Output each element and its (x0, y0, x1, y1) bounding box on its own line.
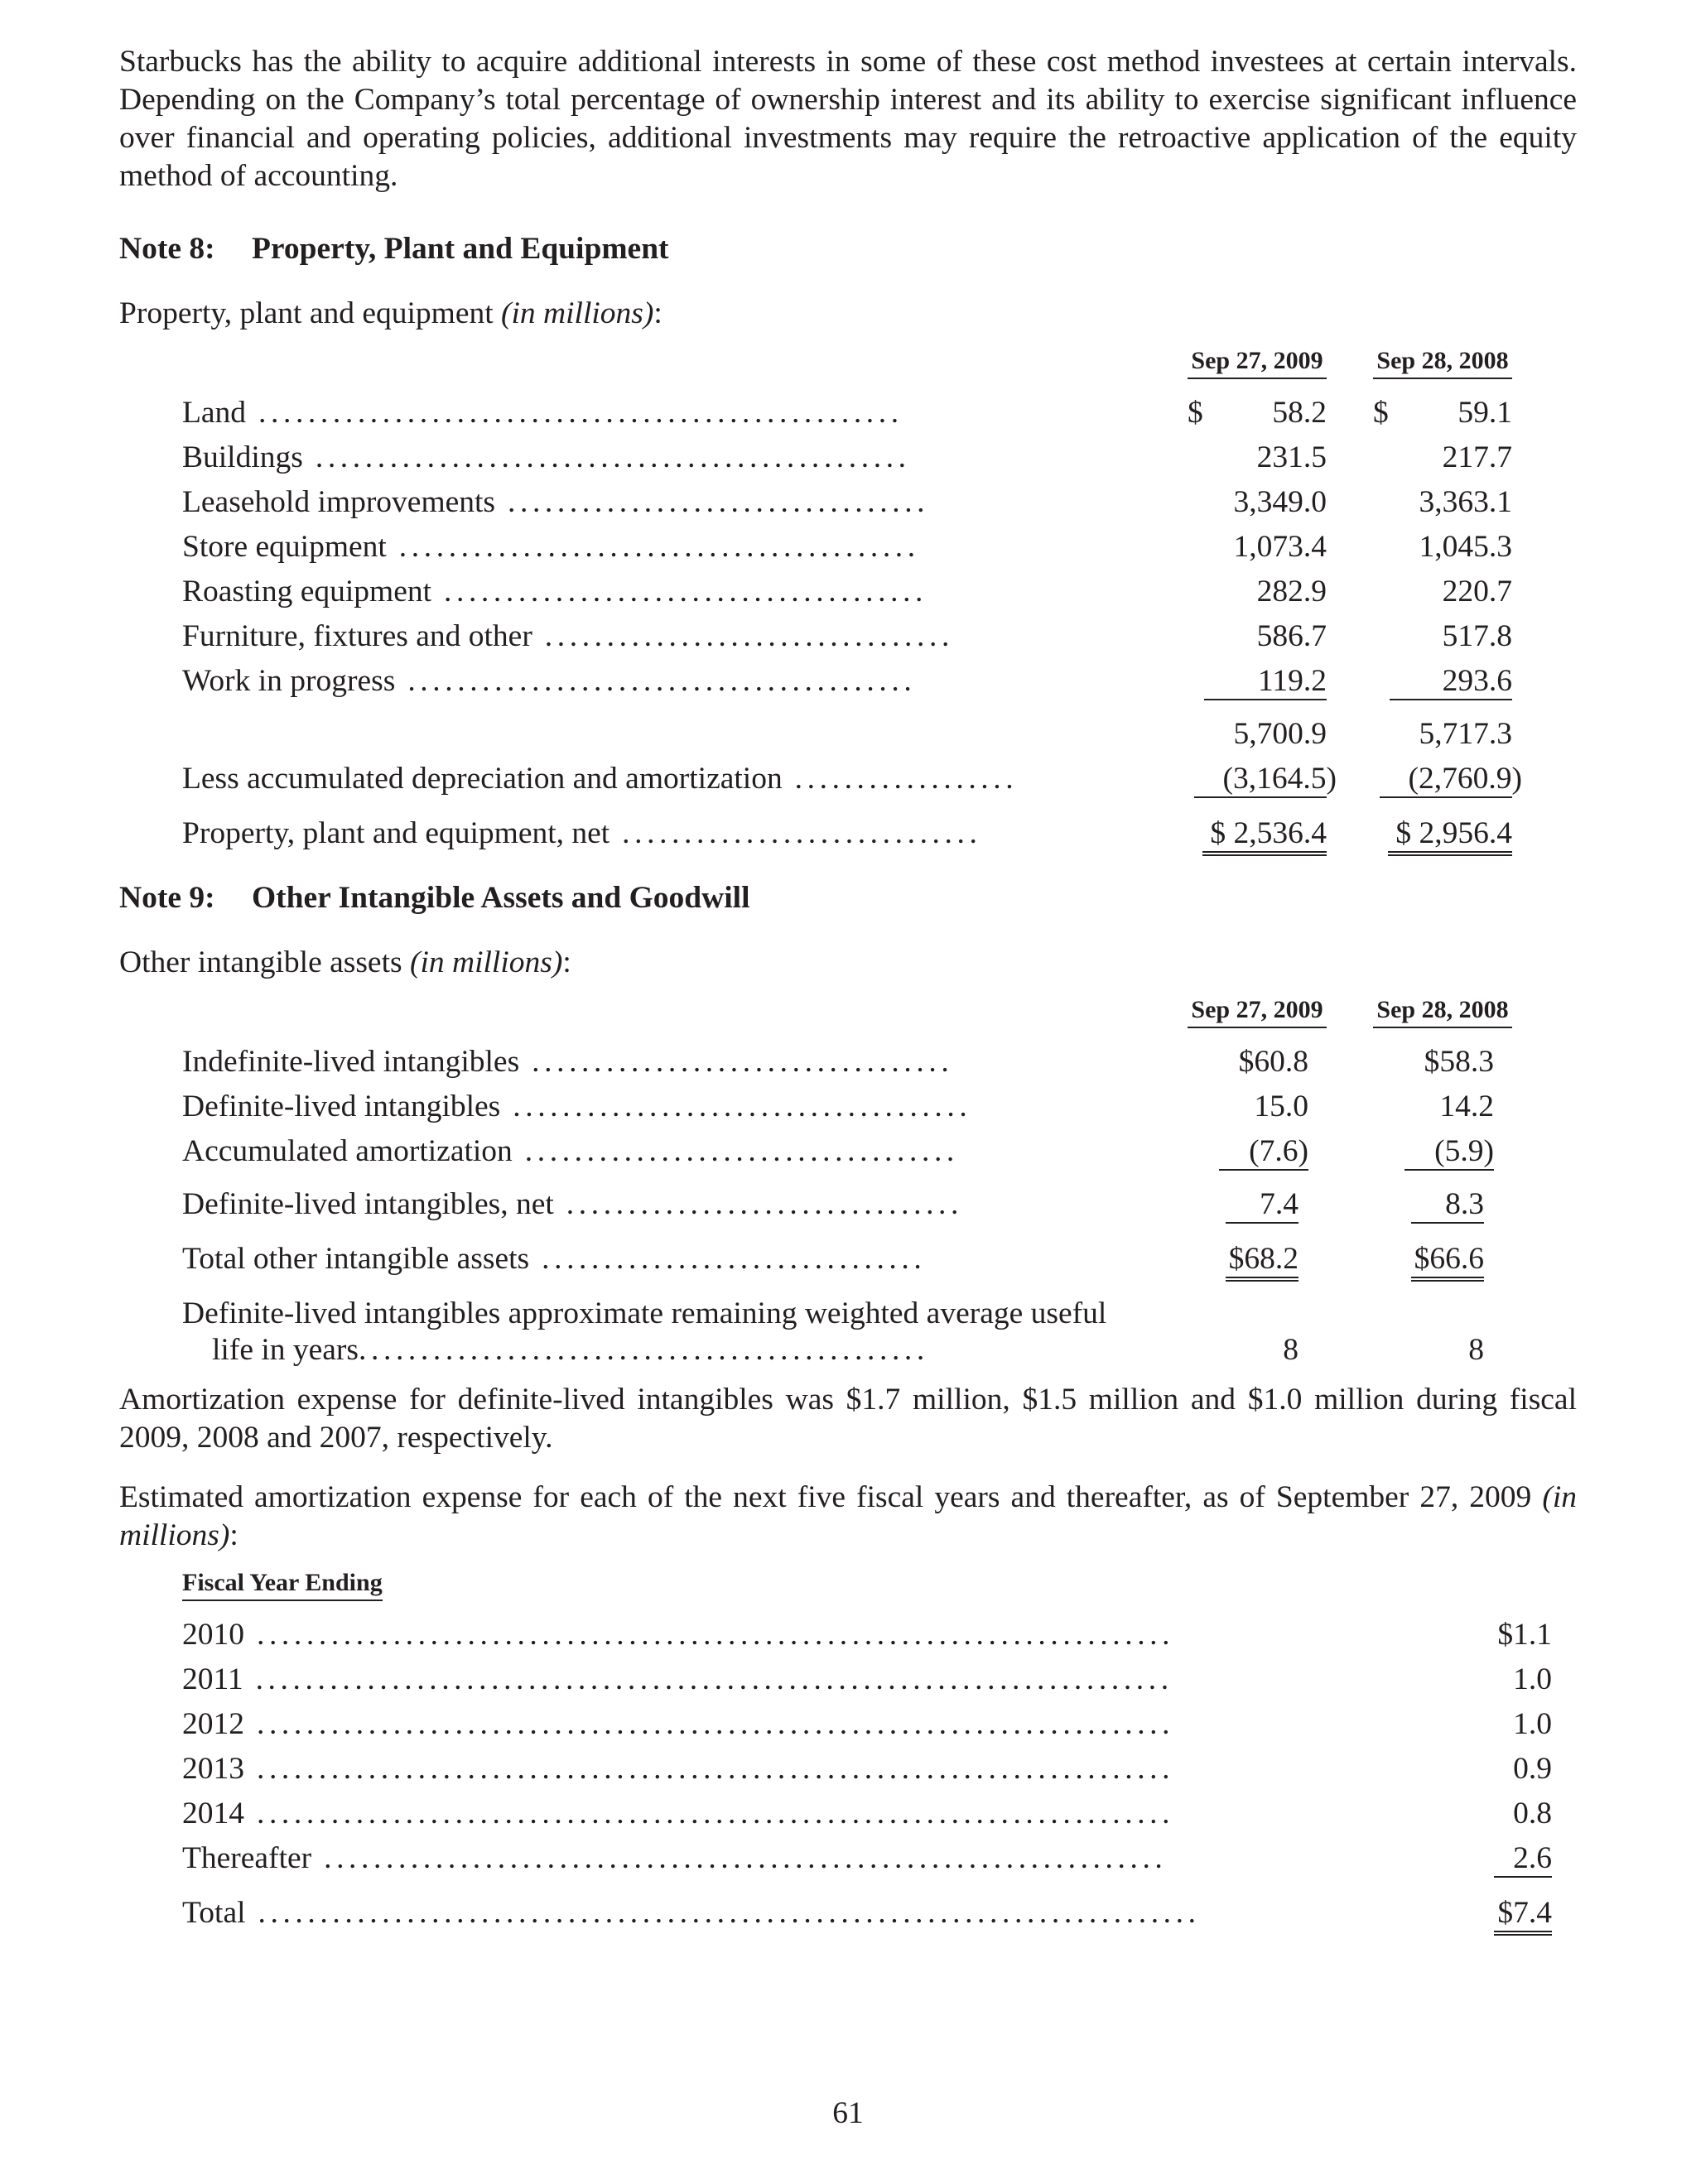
cell-value: 217.7 (1442, 440, 1512, 474)
leader-dots: ................................. (532, 619, 954, 653)
fiscal-total-label (182, 1891, 1549, 1936)
double-underline (1388, 851, 1512, 856)
fiscal-year-value (1494, 1836, 1552, 1881)
leader-dots: ............................................................................ (245, 1896, 1201, 1930)
cell-value: 119.2 (1258, 664, 1327, 698)
cell-value: $1.1 (1497, 1618, 1552, 1652)
ppe-subtotal-2008 (1373, 712, 1512, 757)
note8-number: Note 8: (119, 232, 215, 266)
intangibles-net-2009 (1188, 1182, 1327, 1227)
fiscal-year-label (182, 1747, 1549, 1792)
ppe-value-2009 (1188, 659, 1327, 704)
note8-title: Property, Plant and Equipment (252, 232, 669, 266)
leader-dots: .......................................................................... (244, 1707, 1175, 1741)
single-underline (1380, 796, 1512, 798)
intangibles-life-row (119, 1296, 1577, 1373)
estimated-paragraph-colon: : (229, 1518, 238, 1552)
ppe-row-label (182, 391, 1284, 435)
fiscal-year-label (182, 1836, 1549, 1881)
leader-dots: ......................................... (395, 664, 917, 698)
fiscal-total-row (119, 1891, 1577, 1936)
note8-intro-text: Property, plant and equipment (119, 296, 502, 330)
cell-value: 293.6 (1442, 664, 1512, 698)
fiscal-year-row (119, 1702, 1577, 1747)
note8-heading (119, 230, 1577, 268)
cell-value: 14.2 (1439, 1090, 1494, 1123)
ppe-value-2009 (1188, 614, 1327, 659)
intangibles-value-2009 (1188, 1040, 1327, 1085)
ppe-subtotal-2009 (1188, 712, 1327, 757)
cell-value: 5,717.3 (1419, 717, 1512, 751)
row-label-text: 2012 (182, 1707, 244, 1741)
leader-dots: .......................................................................... (244, 1618, 1175, 1652)
fiscal-year-header: Fiscal Year Ending (182, 1568, 383, 1601)
row-label-text: Definite-lived intangibles (182, 1090, 501, 1123)
fiscal-year-rows (119, 1613, 1577, 1936)
ppe-row (119, 614, 1577, 659)
single-underline (1390, 699, 1512, 700)
ppe-value-2009 (1188, 570, 1327, 614)
leader-dots: ................................ (553, 1187, 964, 1221)
leader-dots: .......................................................................... (243, 1662, 1173, 1696)
ppe-row (119, 435, 1577, 480)
cell-value: $ 2,956.4 (1395, 816, 1512, 850)
note9-intro-unit: (in millions) (409, 945, 563, 979)
intangibles-row-label (182, 1129, 1284, 1174)
intangibles-total-label (182, 1237, 1284, 1282)
ppe-net-2009 (1188, 811, 1327, 856)
leader-dots: .......................................... (386, 530, 920, 564)
cell-value: 8.3 (1445, 1187, 1484, 1221)
fiscal-year-row (119, 1792, 1577, 1836)
leader-dots: .............................................. (359, 1333, 929, 1367)
single-underline (1411, 1222, 1484, 1224)
single-underline (1226, 1222, 1298, 1224)
single-underline (1404, 1169, 1494, 1171)
cell-value: 15.0 (1254, 1090, 1308, 1123)
cell-value: 59.1 (1458, 396, 1512, 430)
cell-value: 517.8 (1442, 619, 1512, 653)
cell-value: $58.3 (1424, 1045, 1494, 1079)
double-underline (1226, 1277, 1298, 1282)
ppe-value-2009 (1188, 480, 1327, 525)
ppe-row-label (182, 435, 1284, 480)
fiscal-year-value (1494, 1702, 1552, 1747)
cell-value: 1.0 (1513, 1707, 1552, 1741)
page-number: 61 (832, 2096, 864, 2130)
row-label-text: Roasting equipment (182, 575, 432, 609)
row-label-text: Indefinite-lived intangibles (182, 1045, 520, 1079)
ppe-depreciation-2008 (1373, 757, 1522, 801)
fiscal-year-table (119, 1563, 1577, 1952)
ppe-depreciation-row (119, 757, 1577, 801)
intangibles-total-2008 (1373, 1237, 1512, 1282)
fiscal-year-label (182, 1792, 1549, 1836)
row-label-text: Definite-lived intangibles, net (182, 1187, 554, 1221)
cell-value: (3,164.5) (1222, 762, 1337, 796)
cell-value: 8 (1468, 1333, 1484, 1367)
estimated-paragraph-text: Estimated amortization expense for each of the next five fiscal years and thereafter, as of September 27, 2009 (119, 1480, 1543, 1514)
ppe-depreciation-label (182, 757, 1284, 801)
note9-title: Other Intangible Assets and Goodwill (252, 881, 750, 915)
intangibles-total-2009 (1188, 1237, 1327, 1282)
row-label-text: Total (182, 1896, 246, 1930)
cell-value: 0.9 (1513, 1752, 1552, 1786)
cell-value: 1,073.4 (1233, 530, 1327, 564)
fiscal-year-value (1494, 1613, 1552, 1657)
ppe-col-header-2008: Sep 28, 2008 (1373, 346, 1512, 379)
ppe-value-2008 (1373, 391, 1512, 435)
ppe-value-2008 (1373, 480, 1512, 525)
cell-value: (2,760.9) (1408, 762, 1522, 796)
note9-number: Note 9: (119, 881, 215, 915)
ppe-value-2008 (1373, 525, 1512, 570)
intangibles-life-label-line2 (212, 1331, 1284, 1369)
ppe-net-2008 (1373, 811, 1512, 856)
leader-dots: ................................... (512, 1134, 959, 1168)
intangibles-total-row (119, 1237, 1577, 1282)
cell-value: 7.4 (1260, 1187, 1298, 1221)
row-label-text: Work in progress (182, 664, 396, 698)
cell-value: (7.6) (1249, 1134, 1308, 1168)
intangibles-row (119, 1040, 1577, 1085)
leader-dots: ..................................... (500, 1090, 972, 1123)
row-label-text: Accumulated amortization (182, 1134, 513, 1168)
note9-table-intro (119, 944, 1577, 982)
estimated-paragraph-unit: (in millions) (119, 1480, 1577, 1552)
ppe-net-row (119, 811, 1577, 856)
note9-intro-text: Other intangible assets (119, 945, 410, 979)
estimated-paragraph (119, 1479, 1577, 1555)
intro-paragraph: Starbucks has the ability to acquire additional interests in some of these cost method investees at certain intervals. Depending on the Company’s total percentage of ownership interest and its ability to exercise significant influence over financial and operating policies, additional investments may require the retroactive application of the equity method of accounting. (119, 45, 1577, 193)
intangibles-value-2009 (1188, 1129, 1327, 1174)
cell-value: 8 (1283, 1333, 1298, 1367)
cell-value: 220.7 (1442, 575, 1512, 609)
fiscal-total-value (1494, 1891, 1552, 1936)
row-label-text: Furniture, fixtures and other (182, 619, 532, 653)
row-label-text: Less accumulated depreciation and amortization (182, 762, 783, 796)
intangibles-row (119, 1129, 1577, 1174)
cell-value: $68.2 (1228, 1242, 1298, 1276)
leader-dots: ................................................ (302, 440, 911, 474)
ppe-value-2009 (1188, 435, 1327, 480)
intangibles-life-2008 (1373, 1328, 1512, 1373)
intangibles-value-2008 (1373, 1129, 1512, 1174)
ppe-value-2009 (1188, 525, 1327, 570)
fiscal-year-row (119, 1657, 1577, 1702)
double-underline (1202, 851, 1327, 856)
ppe-row (119, 570, 1577, 614)
row-label-text: Property, plant and equipment, net (182, 816, 610, 850)
intangibles-col-header-2009: Sep 27, 2009 (1188, 995, 1327, 1028)
currency-symbol: $ (1373, 396, 1389, 430)
leader-dots: .................................................................... (311, 1841, 1168, 1875)
cell-value: $60.8 (1238, 1045, 1308, 1079)
single-underline (1194, 796, 1327, 798)
single-underline (1204, 699, 1327, 700)
leader-dots: ............................. (610, 816, 982, 850)
row-label-text: Land (182, 396, 247, 430)
single-underline (1494, 1876, 1552, 1878)
cell-value: $66.6 (1414, 1242, 1484, 1276)
intangibles-row (119, 1085, 1577, 1129)
note8-intro-colon: : (653, 296, 662, 330)
intangibles-table (119, 990, 1577, 1381)
row-label-text: 2011 (182, 1662, 243, 1696)
note8-table-intro (119, 295, 1577, 333)
row-label-text: Store equipment (182, 530, 387, 564)
intangibles-col-header-2008: Sep 28, 2008 (1373, 995, 1512, 1028)
ppe-value-2008 (1373, 614, 1512, 659)
ppe-value-2009 (1188, 391, 1327, 435)
fiscal-year-label (182, 1613, 1549, 1657)
ppe-value-2008 (1373, 570, 1512, 614)
intangibles-net-label (182, 1182, 1284, 1227)
intangibles-life-2009 (1188, 1328, 1327, 1373)
ppe-value-2008 (1373, 435, 1512, 480)
ppe-row-label (182, 525, 1284, 570)
ppe-col-header-2009: Sep 27, 2009 (1188, 346, 1327, 379)
ppe-row (119, 391, 1577, 435)
intangibles-net-row (119, 1182, 1577, 1227)
ppe-row (119, 480, 1577, 525)
double-underline (1494, 1931, 1552, 1936)
note9-intro-colon: : (562, 945, 571, 979)
leader-dots: .................................................... (246, 396, 903, 430)
ppe-row-label (182, 659, 1284, 704)
intangibles-value-2008 (1373, 1085, 1512, 1129)
ppe-row (119, 525, 1577, 570)
intangibles-row-label (182, 1040, 1284, 1085)
cell-value: 3,363.1 (1419, 485, 1512, 519)
double-underline (1411, 1277, 1484, 1282)
fiscal-year-row (119, 1747, 1577, 1792)
cell-value: 231.5 (1256, 440, 1327, 474)
ppe-depreciation-2009 (1188, 757, 1337, 801)
fiscal-year-value (1494, 1747, 1552, 1792)
intangibles-value-2008 (1373, 1040, 1512, 1085)
note9-heading (119, 879, 1577, 917)
row-label-text: 2013 (182, 1752, 244, 1786)
ppe-row (119, 659, 1577, 704)
leader-dots: .................................. (519, 1045, 954, 1079)
row-label-text: Buildings (182, 440, 303, 474)
cell-value: $ 2,536.4 (1210, 816, 1327, 850)
row-label-text: Thereafter (182, 1841, 312, 1875)
leader-dots: .......................................................................... (244, 1797, 1175, 1830)
intangibles-value-2009 (1188, 1085, 1327, 1129)
ppe-row-label (182, 570, 1284, 614)
ppe-rows (119, 391, 1577, 856)
single-underline (1219, 1169, 1308, 1171)
cell-value: 5,700.9 (1233, 717, 1327, 751)
cell-value: (5.9) (1434, 1134, 1494, 1168)
cell-value: 3,349.0 (1233, 485, 1327, 519)
row-label-text: 2010 (182, 1618, 244, 1652)
intangibles-net-2008 (1373, 1182, 1512, 1227)
fiscal-year-row (119, 1613, 1577, 1657)
ppe-row-label (182, 614, 1284, 659)
cell-value: 58.2 (1272, 396, 1327, 430)
cell-value: 586.7 (1256, 619, 1327, 653)
fiscal-year-label (182, 1702, 1549, 1747)
cell-value: 0.8 (1513, 1797, 1552, 1830)
fiscal-year-value (1494, 1792, 1552, 1836)
cell-value: 1.0 (1513, 1662, 1552, 1696)
fiscal-year-label (182, 1657, 1549, 1702)
leader-dots: .......................................................................... (244, 1752, 1175, 1786)
leader-dots: .................................. (495, 485, 930, 519)
cell-value: 1,045.3 (1419, 530, 1512, 564)
fiscal-year-value (1494, 1657, 1552, 1702)
ppe-net-label (182, 811, 1284, 856)
currency-symbol: $ (1188, 396, 1203, 430)
intangibles-row-label (182, 1085, 1284, 1129)
leader-dots: ............................... (529, 1242, 927, 1276)
cell-value: 2.6 (1513, 1841, 1552, 1875)
leader-dots: ....................................... (431, 575, 928, 609)
note8-intro-unit: (in millions) (501, 296, 654, 330)
row-label-text: 2014 (182, 1797, 244, 1830)
cell-value: $7.4 (1497, 1896, 1552, 1930)
amortization-paragraph: Amortization expense for definite-lived intangibles was $1.7 million, $1.5 million and $1.0 million during fiscal 2009, 2008 and 2007, respectively. (119, 1383, 1577, 1455)
intangibles-rows (119, 1040, 1577, 1373)
row-label-text: life in years (212, 1333, 359, 1367)
row-label-text: Leasehold improvements (182, 485, 496, 519)
leader-dots: .................. (782, 762, 1019, 796)
cell-value: 282.9 (1256, 575, 1327, 609)
intangibles-life-label-line1: Definite-lived intangibles approximate remaining weighted average useful (182, 1296, 1107, 1330)
row-label-text: Total other intangible assets (182, 1242, 530, 1276)
fiscal-year-row (119, 1836, 1577, 1881)
ppe-value-2008 (1373, 659, 1512, 704)
ppe-row-label (182, 480, 1284, 525)
ppe-table (119, 341, 1577, 879)
ppe-subtotal-row (119, 712, 1577, 757)
